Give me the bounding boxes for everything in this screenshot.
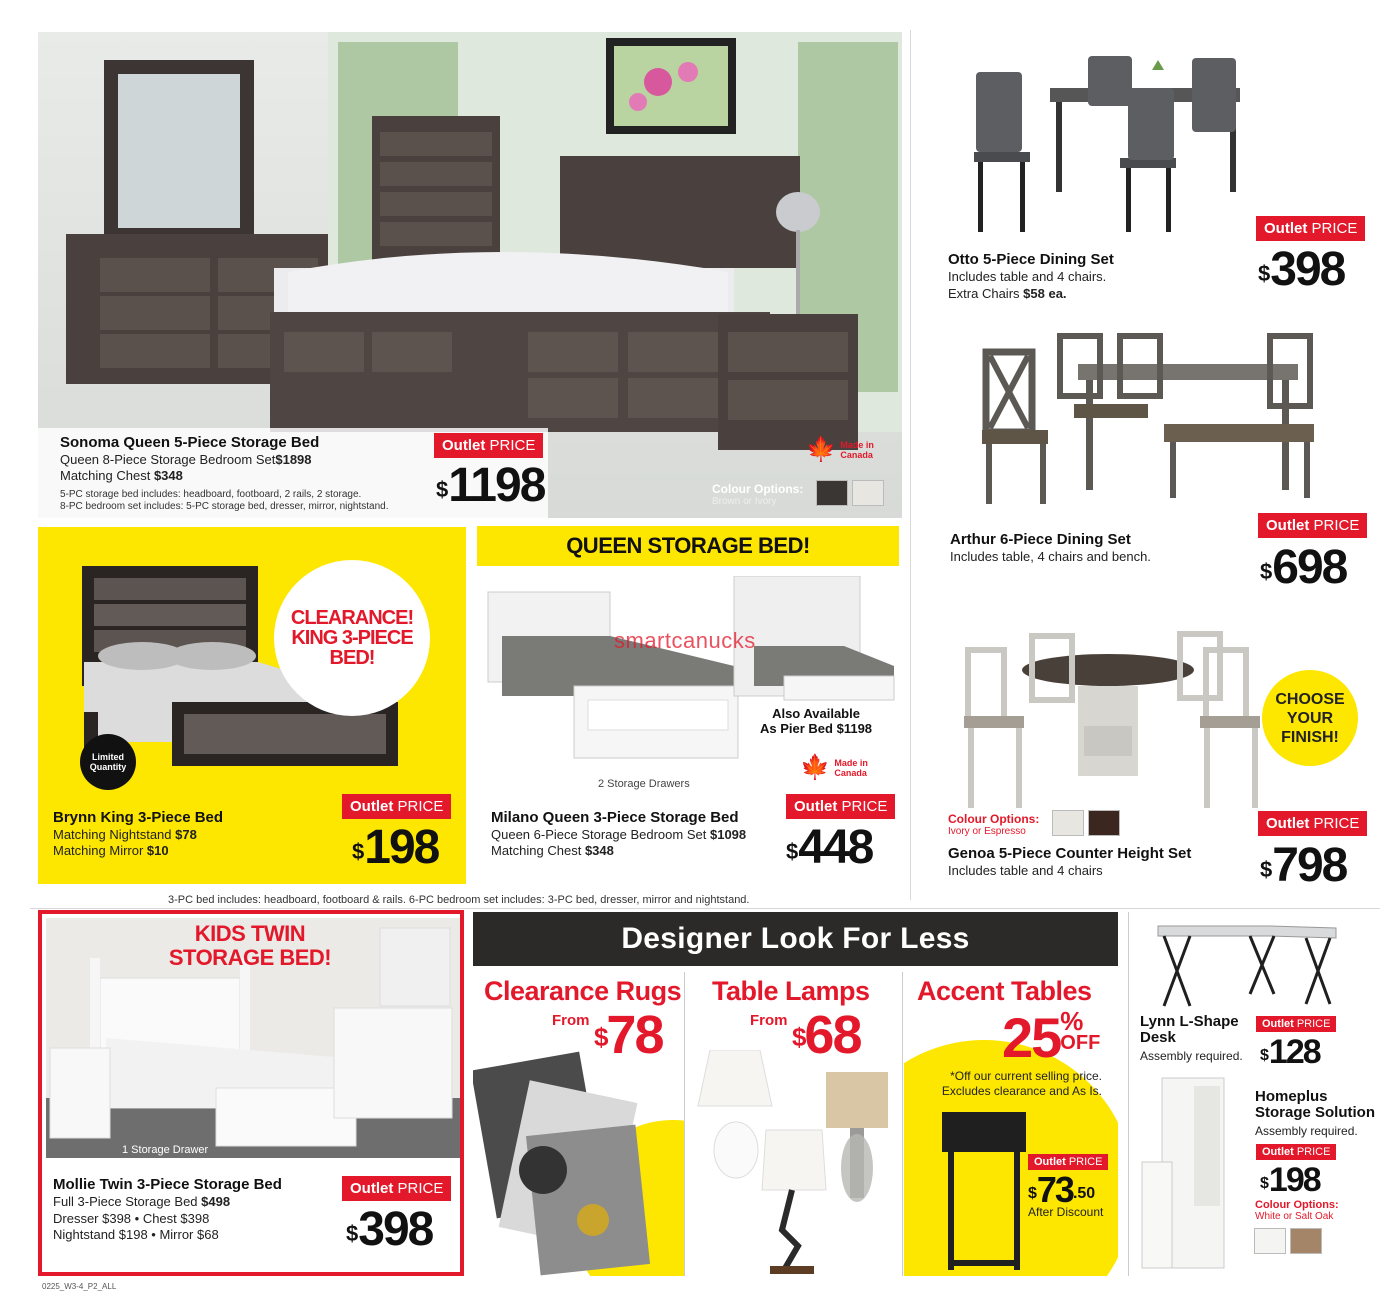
genoa-dining-illustration — [958, 630, 1268, 810]
outlet-label: Outlet — [350, 798, 394, 815]
arthur-outlet-tag — [1258, 513, 1367, 538]
milano-photo — [484, 576, 904, 786]
maple-leaf-icon: 🍁 — [800, 754, 830, 781]
lynn-price-symbol: $ — [1260, 1047, 1269, 1064]
outlet-price-label: PRICE — [397, 1180, 444, 1197]
sonoma-line1 — [60, 452, 312, 468]
rugs-price-symbol: $ — [593, 1022, 607, 1052]
tables-pct-stack — [1060, 1006, 1101, 1054]
milano-line2 — [491, 843, 614, 859]
mollie-header1: KIDS TWIN — [194, 921, 306, 946]
otto-price-symbol: $ — [1258, 261, 1271, 286]
otto-name: Otto 5-Piece Dining Set — [948, 251, 1114, 268]
lamps-photo — [696, 1050, 896, 1276]
otto-line2 — [948, 286, 1067, 302]
tables-outlet-tag — [1028, 1154, 1108, 1170]
milano-line1-price: $1098 — [709, 827, 747, 842]
milano-line1-label: Queen 6-Piece Storage Bedroom Set — [491, 827, 707, 842]
lamps-from: From — [750, 1012, 788, 1029]
tables-price-value: 73 — [1036, 1169, 1073, 1210]
genoa-line1: Includes table and 4 chairs — [948, 863, 1103, 878]
bed-footnote: 3-PC bed includes: headboard, footboard & rails. 6-PC bedroom set includes: 3-PC bed, dresser, mirror and nightstand. — [168, 894, 750, 906]
mollie-line2: Dresser $398 • Chest $398 — [53, 1211, 210, 1226]
tables-note — [928, 1069, 1102, 1099]
accent-table-illustration — [940, 1110, 1030, 1274]
brynn-name: Brynn King 3-Piece Bed — [53, 809, 224, 826]
sonoma-fine2: 8-PC bedroom set includes: 5-PC storage bed, dresser, mirror, nightstand. — [60, 501, 389, 512]
mollie-header — [140, 922, 360, 970]
sonoma-name: Sonoma Queen 5-Piece Storage Bed — [60, 434, 320, 451]
genoa-colour-sub: Ivory or Espresso — [948, 826, 1026, 837]
homeplus-colour-label: Colour Options: — [1255, 1199, 1339, 1211]
tables-price-cents: .50 — [1072, 1185, 1096, 1202]
brynn-clearance-badge — [274, 560, 430, 716]
brynn-badge-text: CLEARANCE! KING 3-PIECE BED! — [290, 607, 414, 669]
tables-discount — [1002, 1006, 1101, 1069]
sonoma-price-value: 1198 — [448, 459, 545, 512]
homeplus-colour-options — [1255, 1199, 1339, 1222]
sonoma-line2 — [60, 468, 183, 484]
outlet-price-label: PRICE — [489, 437, 536, 454]
tables-price-symbol: $ — [1028, 1185, 1037, 1202]
brynn-limited-text: Limited Quantity — [89, 752, 127, 772]
milano-also2-line — [760, 721, 872, 736]
otto-price — [1258, 243, 1345, 296]
tables-note1: *Off our current selling price. — [950, 1069, 1102, 1083]
genoa-swatches — [1048, 810, 1120, 841]
brynn-limited-badge — [80, 734, 136, 790]
sonoma-fine1: 5-PC storage bed includes: headboard, footboard, 2 rails, 2 storage. — [60, 489, 362, 500]
outlet-label: Outlet — [1262, 1146, 1294, 1158]
brynn-outlet-tag — [342, 794, 451, 819]
genoa-price-value: 798 — [1272, 839, 1347, 892]
otto-line1: Includes table and 4 chairs. — [948, 269, 1107, 284]
outlet-price-label: PRICE — [841, 798, 888, 815]
lynn-name: Lynn L-Shape Desk — [1140, 1013, 1239, 1046]
sonoma-colour-sub: Brown or Ivory — [712, 496, 777, 507]
otto-outlet-tag — [1256, 216, 1365, 241]
mollie-price-symbol: $ — [346, 1221, 359, 1246]
genoa-photo — [958, 630, 1268, 810]
lamps-price-symbol: $ — [791, 1022, 805, 1052]
lynn-note: Assembly required. — [1140, 1049, 1243, 1063]
brynn-line2-label: Matching Mirror — [53, 843, 144, 858]
brynn-line1-price: $78 — [175, 827, 197, 842]
milano-also-available — [760, 706, 872, 736]
arthur-photo — [978, 330, 1338, 512]
brynn-price-value: 198 — [364, 821, 439, 874]
otto-dining-illustration — [960, 48, 1260, 248]
outlet-price-label: PRICE — [1313, 815, 1360, 832]
milano-also1: Also Available — [772, 706, 860, 721]
mollie-price-value: 398 — [358, 1203, 433, 1256]
tables-pct: 25 — [1002, 1006, 1061, 1069]
brynn-line2-price: $10 — [146, 843, 169, 858]
lamps-divider — [684, 972, 685, 1276]
sonoma-swatches — [812, 480, 884, 511]
sonoma-price — [436, 459, 545, 512]
swatch-ivory[interactable] — [1052, 810, 1084, 836]
homeplus-swatches — [1250, 1228, 1322, 1259]
arthur-price-value: 698 — [1272, 541, 1347, 594]
sonoma-colour-options — [712, 482, 803, 507]
outlet-price-label: PRICE — [1311, 220, 1358, 237]
outlet-label: Outlet — [1266, 517, 1310, 534]
lamps-price-value: 68 — [804, 1005, 861, 1065]
designer-header-bar — [473, 912, 1118, 966]
mollie-price — [346, 1203, 433, 1256]
swatch-salt-oak[interactable] — [1290, 1228, 1322, 1254]
otto-price-value: 398 — [1270, 243, 1345, 296]
mollie-header2: STORAGE BED! — [168, 945, 332, 970]
lynn-divider — [1128, 912, 1129, 1276]
lynn-photo — [1150, 916, 1340, 1010]
rugs-photo — [473, 1040, 685, 1276]
milano-made-in-label: Made in Canada — [834, 758, 868, 778]
homeplus-outlet-tag — [1256, 1144, 1336, 1160]
rugs-from: From — [552, 1012, 590, 1029]
mollie-line1-label: Full 3-Piece Storage Bed — [53, 1194, 198, 1209]
tables-note2: Excludes clearance and As Is. — [941, 1084, 1102, 1098]
tables-title: Accent Tables — [917, 976, 1092, 1006]
tables-price — [1028, 1169, 1096, 1210]
outlet-label: Outlet — [1264, 220, 1308, 237]
otto-line2-label: Extra Chairs — [948, 286, 1020, 301]
genoa-choose-finish-badge — [1262, 670, 1358, 766]
sonoma-line2-price: $348 — [153, 468, 183, 483]
milano-header: QUEEN STORAGE BED! — [566, 533, 810, 558]
homeplus-price-value: 198 — [1268, 1161, 1320, 1199]
mollie-line1-price: $498 — [201, 1194, 231, 1209]
homeplus-cabinet-illustration — [1140, 1076, 1240, 1272]
milano-line1 — [491, 827, 746, 843]
mollie-name: Mollie Twin 3-Piece Storage Bed — [53, 1176, 282, 1193]
lamps-title: Table Lamps — [712, 976, 870, 1006]
lynn-price — [1260, 1034, 1320, 1070]
swatch-brown[interactable] — [816, 480, 848, 506]
milano-header-bar — [477, 526, 899, 566]
genoa-colour-options — [948, 812, 1039, 837]
brynn-price-symbol: $ — [352, 839, 365, 864]
designer-title: Designer Look For Less — [621, 922, 970, 955]
milano-line2-label: Matching Chest — [491, 843, 582, 858]
genoa-outlet-tag — [1258, 811, 1367, 836]
milano-also-price: $1198 — [836, 721, 873, 736]
arthur-price-symbol: $ — [1260, 559, 1273, 584]
genoa-price — [1260, 839, 1347, 892]
lynn-outlet-tag — [1256, 1016, 1336, 1032]
milano-outlet-tag — [786, 794, 895, 819]
lynn-desk-illustration — [1150, 916, 1340, 1010]
maple-leaf-icon: 🍁 — [806, 436, 836, 463]
outlet-label: Outlet — [1262, 1018, 1294, 1030]
milano-price-value: 448 — [798, 821, 873, 874]
genoa-colour-label: Colour Options: — [948, 812, 1040, 826]
sonoma-made-in-label: Made in Canada — [840, 440, 874, 460]
outlet-price-label: PRICE — [1068, 1156, 1103, 1168]
brynn-line1-label: Matching Nightstand — [53, 827, 172, 842]
brynn-price — [352, 821, 439, 874]
arthur-line1: Includes table, 4 chairs and bench. — [950, 549, 1151, 564]
outlet-price-label: PRICE — [397, 798, 444, 815]
outlet-price-label: PRICE — [1296, 1018, 1331, 1030]
outlet-label: Outlet — [350, 1180, 394, 1197]
otto-line2-price: $58 ea. — [1023, 286, 1067, 301]
column-divider — [910, 30, 911, 900]
outlet-price-label: PRICE — [1296, 1146, 1331, 1158]
milano-watermark: smartcanucks — [614, 628, 756, 653]
arthur-dining-illustration — [978, 330, 1338, 512]
genoa-name: Genoa 5-Piece Counter Height Set — [948, 845, 1192, 862]
milano-price-symbol: $ — [786, 839, 799, 864]
flyer-code: 0225_W3-4_P2_ALL — [42, 1282, 117, 1291]
outlet-label: Outlet — [794, 798, 838, 815]
milano-price — [786, 821, 873, 874]
homeplus-price — [1260, 1162, 1320, 1198]
genoa-price-symbol: $ — [1260, 857, 1273, 882]
row-divider — [30, 908, 1380, 909]
swatch-espresso[interactable] — [1088, 810, 1120, 836]
tables-off: OFF — [1060, 1032, 1101, 1054]
homeplus-name: Homeplus Storage Solution — [1255, 1088, 1375, 1121]
homeplus-colour-sub: White or Salt Oak — [1255, 1211, 1334, 1222]
mollie-line1 — [53, 1194, 230, 1210]
genoa-badge-text: CHOOSE YOUR FINISH! — [1275, 690, 1345, 746]
milano-bed-illustration — [484, 576, 904, 786]
sonoma-colour-label: Colour Options: — [712, 482, 804, 496]
sonoma-price-symbol: $ — [436, 477, 449, 502]
swatch-ivory[interactable] — [852, 480, 884, 506]
homeplus-photo — [1140, 1076, 1240, 1272]
swatch-white[interactable] — [1254, 1228, 1286, 1254]
rugs-illustration — [473, 1040, 685, 1276]
tables-pct-sym: % — [1060, 1006, 1084, 1036]
arthur-price — [1260, 541, 1347, 594]
brynn-line2 — [53, 843, 169, 859]
arthur-name: Arthur 6-Piece Dining Set — [950, 531, 1131, 548]
milano-line2-price: $348 — [584, 843, 614, 858]
sonoma-made-in-canada — [806, 436, 886, 463]
tables-after-discount: After Discount — [1028, 1205, 1104, 1219]
outlet-label: Outlet — [442, 437, 486, 454]
lynn-price-value: 128 — [1268, 1033, 1320, 1071]
brynn-line1 — [53, 827, 197, 843]
sonoma-outlet-tag — [434, 433, 543, 458]
milano-also2: As Pier Bed — [760, 721, 833, 736]
mollie-line3: Nightstand $198 • Mirror $68 — [53, 1227, 219, 1242]
sonoma-line2-label: Matching Chest — [60, 468, 151, 483]
sonoma-line1-price: $1898 — [275, 452, 312, 467]
milano-name: Milano Queen 3-Piece Storage Bed — [491, 809, 739, 826]
lamps-illustration — [696, 1050, 896, 1276]
mollie-outlet-tag — [342, 1176, 451, 1201]
otto-photo — [960, 48, 1260, 248]
sonoma-line1-label: Queen 8-Piece Storage Bedroom Set — [60, 452, 276, 467]
homeplus-note: Assembly required. — [1255, 1124, 1358, 1138]
outlet-price-label: PRICE — [1313, 517, 1360, 534]
rugs-title: Clearance Rugs — [484, 976, 682, 1006]
tables-divider — [902, 972, 903, 1276]
milano-drawers-label: 2 Storage Drawers — [598, 778, 690, 790]
rugs-price-value: 78 — [606, 1005, 663, 1065]
tables-photo — [940, 1110, 1030, 1274]
milano-made-in-canada — [800, 754, 876, 781]
outlet-label: Outlet — [1034, 1156, 1066, 1168]
outlet-label: Outlet — [1266, 815, 1310, 832]
mollie-drawer-label: 1 Storage Drawer — [122, 1144, 209, 1156]
homeplus-price-symbol: $ — [1260, 1175, 1269, 1192]
